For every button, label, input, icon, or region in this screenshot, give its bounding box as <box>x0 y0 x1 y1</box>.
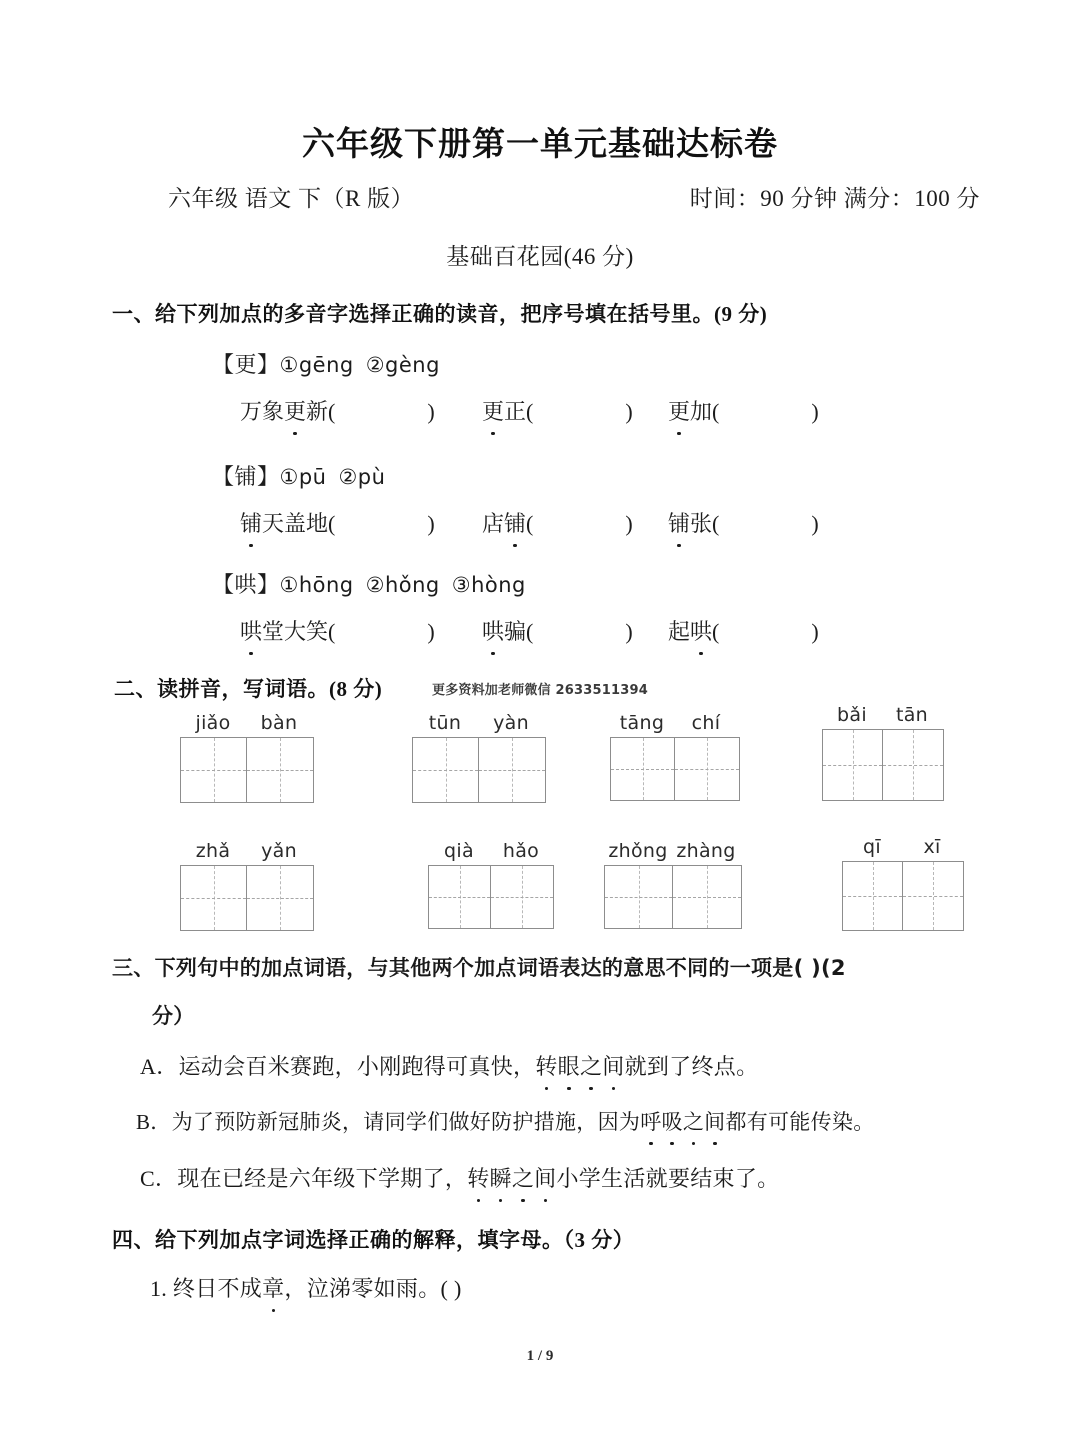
option-text: 就到了终点。 <box>624 1054 759 1079</box>
polyphone-blank-item[interactable] <box>240 395 435 426</box>
pinyin-label-row <box>428 840 554 862</box>
emphasis-dot-char: 更 <box>284 395 306 426</box>
option-dotted-phrase <box>467 1166 556 1191</box>
emphasis-dot-char: 之 <box>512 1162 534 1193</box>
footer-page-number: 1 / 9 <box>526 1348 554 1364</box>
option-spacer <box>326 464 338 489</box>
option-dotted-phrase <box>640 1110 725 1134</box>
emphasis-dot-char: 哄 <box>240 615 262 646</box>
pinyin-syllable: zhǒng <box>608 840 668 862</box>
question-1-heading-text: 一、给下列加点的多音字选择正确的读音，把序号填在括号里。 <box>112 302 714 326</box>
pinyin-syllable: jiǎo <box>195 712 231 734</box>
pinyin-syllable: qià <box>444 840 474 862</box>
item-text: ) <box>811 619 819 644</box>
pinyin-label-row <box>412 712 546 734</box>
emphasis-dot-char: 哄 <box>482 615 504 646</box>
pinyin-option: ①gēng <box>279 353 354 377</box>
question-4-heading-text: 四、给下列加点字词选择正确的解释，填字母。 <box>112 1228 564 1252</box>
item-text: 店 <box>482 511 505 536</box>
pinyin-word-unit <box>610 712 740 801</box>
item-text: 天盖地( <box>262 511 336 536</box>
emphasis-dot-char: 瞬 <box>490 1162 512 1193</box>
emphasis-dot-char: 之 <box>580 1050 602 1081</box>
section-banner: 基础百花园(46 分) <box>446 244 634 269</box>
pinyin-option: ①hōng <box>279 573 354 597</box>
emphasis-dot-char: 间 <box>704 1106 725 1136</box>
polyphone-char: 【铺】 <box>212 464 280 489</box>
option-text: 运动会百米赛跑，小刚跑得可真快， <box>178 1054 536 1079</box>
question-4-heading <box>112 1224 634 1254</box>
question-2-heading-text: 二、读拼音，写词语。 <box>114 677 329 701</box>
option-label: A． <box>140 1054 179 1079</box>
item-text: ( <box>712 619 720 644</box>
pinyin-syllable: xī <box>923 836 941 858</box>
character-grid[interactable] <box>842 861 964 931</box>
header-meta-row <box>168 180 980 213</box>
item-text: 加( <box>690 399 720 424</box>
item-text: ) <box>427 399 435 424</box>
character-grid-cell[interactable] <box>675 738 739 800</box>
item-text: ) <box>625 399 633 424</box>
pinyin-word-unit <box>822 704 944 801</box>
page-title: 六年级下册第一单元基础达标卷 <box>302 127 778 163</box>
polyphone-blank-item[interactable] <box>482 507 633 538</box>
character-grid[interactable] <box>180 865 314 931</box>
option-label: C． <box>140 1166 178 1191</box>
character-grid-cell[interactable] <box>247 866 313 930</box>
character-grid-cell[interactable] <box>611 738 675 800</box>
pinyin-label-row <box>604 840 742 862</box>
option-text: 都有可能传染。 <box>725 1110 875 1134</box>
question-2-points: (8 分) <box>329 677 383 701</box>
polyphone-blank-item[interactable] <box>240 507 435 538</box>
character-grid-cell[interactable] <box>673 866 741 928</box>
character-grid[interactable] <box>822 729 944 801</box>
item-text: 起 <box>668 619 691 644</box>
character-grid-cell[interactable] <box>247 738 313 802</box>
item-text: ( <box>526 511 534 536</box>
item-text: 万象 <box>240 399 285 424</box>
polyphone-group-header <box>212 348 440 379</box>
option-spacer <box>354 352 366 377</box>
emphasis-dot-char: 更 <box>482 395 504 426</box>
pinyin-option: ②pù <box>338 465 386 489</box>
character-grid[interactable] <box>180 737 314 803</box>
watermark-text: 更多资料加老师微信 2633511394 <box>432 683 648 698</box>
item-number: 1. <box>150 1276 173 1301</box>
pinyin-word-unit <box>180 840 314 931</box>
emphasis-dot-char: 转 <box>467 1162 489 1193</box>
pinyin-syllable: zhǎ <box>195 840 231 862</box>
emphasis-dot-char: 哄 <box>690 615 712 646</box>
item-text: ) <box>811 399 819 424</box>
emphasis-dot-char: 铺 <box>504 507 526 538</box>
character-grid-cell[interactable] <box>181 866 247 930</box>
character-grid-cell[interactable] <box>479 738 545 802</box>
item-text: ) <box>811 511 819 536</box>
polyphone-group-header <box>212 460 385 491</box>
pinyin-syllable: tūn <box>428 712 462 734</box>
emphasis-dot-char: 铺 <box>668 507 690 538</box>
character-grid-cell[interactable] <box>413 738 479 802</box>
character-grid-cell[interactable] <box>903 862 963 930</box>
character-grid[interactable] <box>610 737 740 801</box>
polyphone-group-header <box>212 568 526 599</box>
pinyin-syllable: zhàng <box>676 840 736 862</box>
question-2-heading <box>114 673 382 703</box>
character-grid[interactable] <box>412 737 546 803</box>
emphasis-dot-char: 吸 <box>662 1106 683 1136</box>
pinyin-word-unit <box>412 712 546 803</box>
character-grid-cell[interactable] <box>823 730 883 800</box>
polyphone-blank-item[interactable] <box>668 507 819 538</box>
option-text: 现在已经是六年级下学期了， <box>177 1166 468 1191</box>
emphasis-dot-char: 呼 <box>640 1106 661 1136</box>
emphasis-dot-char: 章 <box>262 1272 284 1303</box>
item-text: ) <box>427 511 435 536</box>
question-3-option[interactable] <box>136 1106 875 1136</box>
polyphone-blank-item[interactable] <box>482 395 633 426</box>
polyphone-char: 【更】 <box>212 352 280 377</box>
pinyin-label-row <box>180 712 314 734</box>
pinyin-label-row <box>842 836 964 858</box>
question-1-points: (9 分) <box>714 302 768 326</box>
pinyin-syllable: chí <box>691 712 721 734</box>
item-text: 骗( <box>504 619 534 644</box>
character-grid-cell[interactable] <box>605 866 673 928</box>
polyphone-blank-item[interactable] <box>482 615 633 646</box>
character-grid-cell[interactable] <box>429 866 491 928</box>
item-text: 新( <box>306 399 336 424</box>
character-grid[interactable] <box>604 865 742 929</box>
option-spacer <box>440 572 452 597</box>
option-dotted-phrase <box>535 1054 624 1079</box>
option-text: 为了预防新冠肺炎，请同学们做好防护措施，因为 <box>171 1110 641 1134</box>
emphasis-dot-char: 间 <box>602 1050 624 1081</box>
pinyin-syllable: tān <box>895 704 929 726</box>
item-text: 堂大笑( <box>262 619 336 644</box>
item-text: ) <box>625 511 633 536</box>
question-4-points: （3 分） <box>563 1228 635 1252</box>
pinyin-syllable: tāng <box>619 712 665 734</box>
option-text: 小学生活就要结束了。 <box>556 1166 780 1191</box>
item-text: 终日不成 <box>172 1276 263 1301</box>
pinyin-syllable: hǎo <box>502 840 540 862</box>
item-text: 正( <box>504 399 534 424</box>
pinyin-option: ②hǒng <box>365 573 440 597</box>
emphasis-dot-char: 眼 <box>558 1050 580 1081</box>
pinyin-word-unit <box>180 712 314 803</box>
question-3-option[interactable] <box>140 1162 779 1193</box>
question-4-item[interactable] <box>150 1272 462 1303</box>
pinyin-syllable: bǎi <box>837 704 867 726</box>
item-text: 张( <box>690 511 720 536</box>
pinyin-option: ②gèng <box>365 353 440 377</box>
pinyin-syllable: yàn <box>493 712 529 734</box>
item-text: ) <box>427 619 435 644</box>
question-1-heading <box>112 298 767 328</box>
item-text: ) <box>625 619 633 644</box>
pinyin-syllable: bàn <box>260 712 298 734</box>
option-label: B． <box>136 1110 172 1134</box>
polyphone-blank-item[interactable] <box>240 615 435 646</box>
question-3-option[interactable] <box>140 1050 758 1081</box>
pinyin-label-row <box>822 704 944 726</box>
character-grid-cell[interactable] <box>883 730 943 800</box>
emphasis-dot-char: 更 <box>668 395 690 426</box>
pinyin-syllable: yǎn <box>261 840 297 862</box>
pinyin-word-unit <box>604 840 742 929</box>
pinyin-word-unit <box>428 840 554 929</box>
polyphone-blank-item[interactable] <box>668 395 819 426</box>
option-spacer <box>354 572 366 597</box>
character-grid-cell[interactable] <box>491 866 553 928</box>
character-grid-cell[interactable] <box>843 862 903 930</box>
character-grid-cell[interactable] <box>181 738 247 802</box>
pinyin-option: ③hòng <box>451 573 526 597</box>
emphasis-dot-char: 转 <box>535 1050 557 1081</box>
emphasis-dot-char: 间 <box>534 1162 556 1193</box>
question-3-heading-line-1: 三、下列句中的加点词语，与其他两个加点词语表达的意思不同的一项是( )(2 <box>112 956 846 980</box>
pinyin-syllable: qī <box>863 836 881 858</box>
item-text: ，泣涕零如雨。( ) <box>284 1276 462 1301</box>
emphasis-dot-char: 铺 <box>240 507 262 538</box>
polyphone-char: 【哄】 <box>212 572 280 597</box>
character-grid[interactable] <box>428 865 554 929</box>
grade-subject-label: 六年级 语文 下（R 版） <box>168 186 415 211</box>
pinyin-label-row <box>610 712 740 734</box>
pinyin-label-row <box>180 840 314 862</box>
question-3-heading-line-2: 分） <box>152 1004 195 1028</box>
pinyin-word-unit <box>842 836 964 931</box>
time-and-score-label: 时间：90 分钟 满分：100 分 <box>689 186 980 211</box>
emphasis-dot-char: 之 <box>683 1106 704 1136</box>
polyphone-blank-item[interactable] <box>668 615 819 646</box>
pinyin-option: ①pū <box>279 465 327 489</box>
